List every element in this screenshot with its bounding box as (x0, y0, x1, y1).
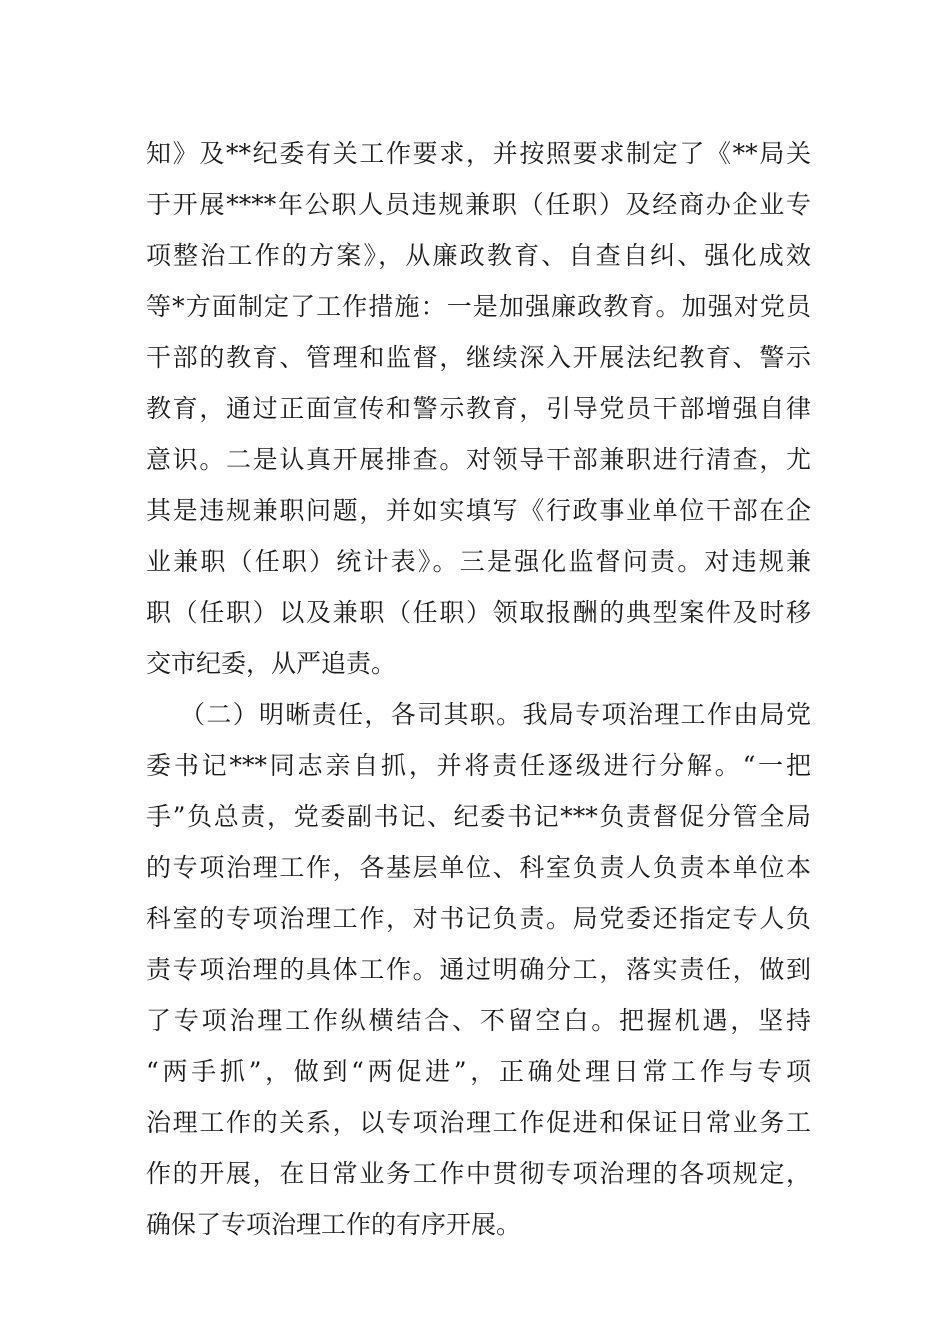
text-line: 作的开展，在日常业务工作中贯彻专项治理的各项规定， (146, 1159, 811, 1188)
text-line: 科室的专项治理工作，对书记负责。局党委还指定专人负 (146, 904, 811, 933)
text-line: 业兼职（任职）统计表》。三是强化监督问责。对违规兼 (146, 547, 811, 576)
section-heading-line: （二）明晰责任，各司其职。我局专项治理工作由局党 (180, 700, 811, 729)
text-line: 治理工作的关系，以专项治理工作促进和保证日常业务工 (146, 1108, 811, 1137)
text-line: 于开展****年公职人员违规兼职（任职）及经商办企业专 (146, 190, 811, 219)
paragraph-continuation (146, 128, 811, 689)
text-line: 交市纪委，从严追责。 (146, 649, 397, 678)
text-line: 等*方面制定了工作措施：一是加强廉政教育。加强对党员 (146, 292, 811, 321)
text-line: 委书记***同志亲自抓，并将责任逐级进行分解。“一把 (146, 751, 811, 780)
text-line: 责专项治理的具体工作。通过明确分工，落实责任，做到 (146, 955, 811, 984)
text-line: 确保了专项治理工作的有序开展。 (146, 1210, 522, 1239)
text-line: “两手抓”，做到“两促进”，正确处理日常工作与专项 (146, 1057, 811, 1086)
body-text (146, 128, 811, 1250)
text-line: 手”负总责，党委副书记、纪委书记***负责督促分管全局 (146, 802, 811, 831)
text-line: 教育，通过正面宣传和警示教育，引导党员干部增强自律 (146, 394, 811, 423)
text-line: 职（任职）以及兼职（任职）领取报酬的典型案件及时移 (146, 598, 811, 627)
text-line: 知》及**纪委有关工作要求，并按照要求制定了《**局关 (146, 139, 811, 168)
text-line: 了专项治理工作纵横结合、不留空白。把握机遇，坚持 (146, 1006, 811, 1035)
text-line: 项整治工作的方案》，从廉政教育、自查自纠、强化成效 (146, 241, 811, 270)
text-line: 干部的教育、管理和监督，继续深入开展法纪教育、警示 (146, 343, 811, 372)
text-line: 的专项治理工作，各基层单位、科室负责人负责本单位本 (146, 853, 811, 882)
text-line: 意识。二是认真开展排查。对领导干部兼职进行清查，尤 (146, 445, 811, 474)
text-line: 其是违规兼职问题，并如实填写《行政事业单位干部在企 (146, 496, 811, 525)
paragraph-responsibility (146, 689, 811, 1250)
